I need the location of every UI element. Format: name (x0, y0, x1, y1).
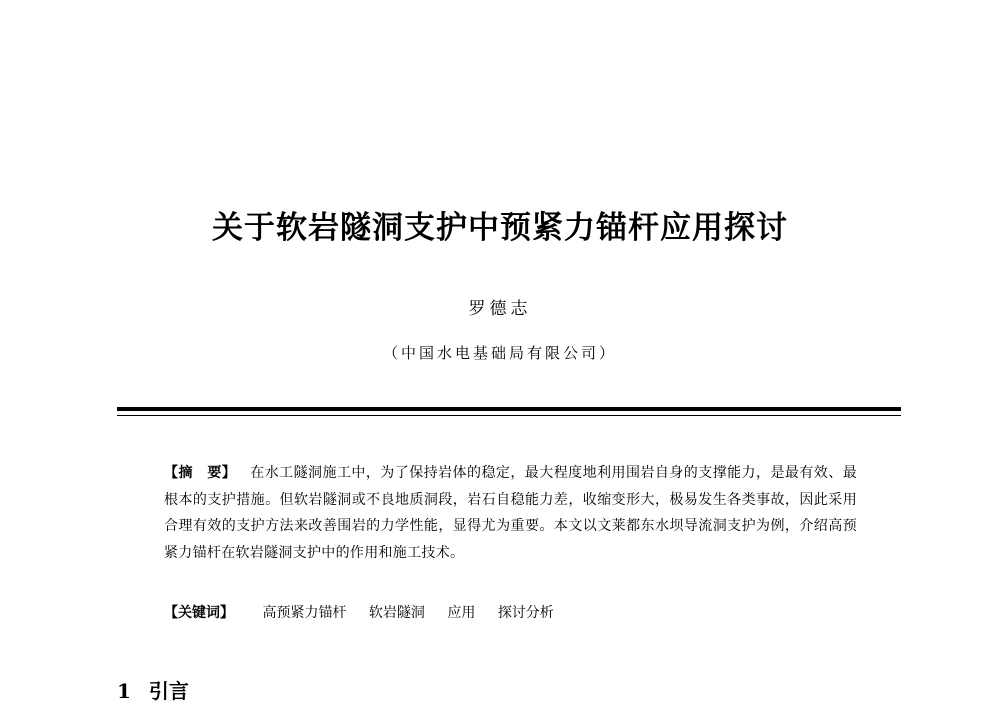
section-title: 引言 (148, 679, 189, 703)
author-affiliation: （中国水电基础局有限公司） (382, 344, 617, 362)
keywords-label: 【关键词】 (164, 605, 234, 621)
keywords-block (164, 600, 857, 626)
paper-title: 关于软岩隧洞支护中预紧力锚杆应用探讨 (212, 210, 788, 246)
section-heading (117, 676, 189, 706)
keyword-item: 高预紧力锚杆 (262, 605, 347, 621)
keyword-item: 软岩隧洞 (368, 605, 425, 621)
header-rule-thick (117, 407, 901, 411)
keyword-item: 探讨分析 (497, 605, 554, 621)
keyword-item: 应用 (447, 605, 476, 621)
abstract-label: 【摘 要】 (164, 465, 237, 481)
section-number: 1 (117, 679, 131, 703)
header-rule-thin (117, 415, 901, 416)
abstract-block (164, 460, 857, 566)
author-name: 罗德志 (468, 299, 532, 319)
abstract-text: 在水工隧洞施工中，为了保持岩体的稳定，最大程度地利用围岩自身的支撑能力，是最有效、最根本的支护措施。但软岩隧洞或不良地质洞段，岩石自稳能力差，收缩变形大，极易发生各类事故，因此采用合理有效的支护方法来改善围岩的力学性能，显得尤为重要。本文以文莱都东水坝导流洞支护为例，介绍高预紧力锚杆在软岩隧洞支护中的作用和施工技术。 (164, 465, 857, 561)
